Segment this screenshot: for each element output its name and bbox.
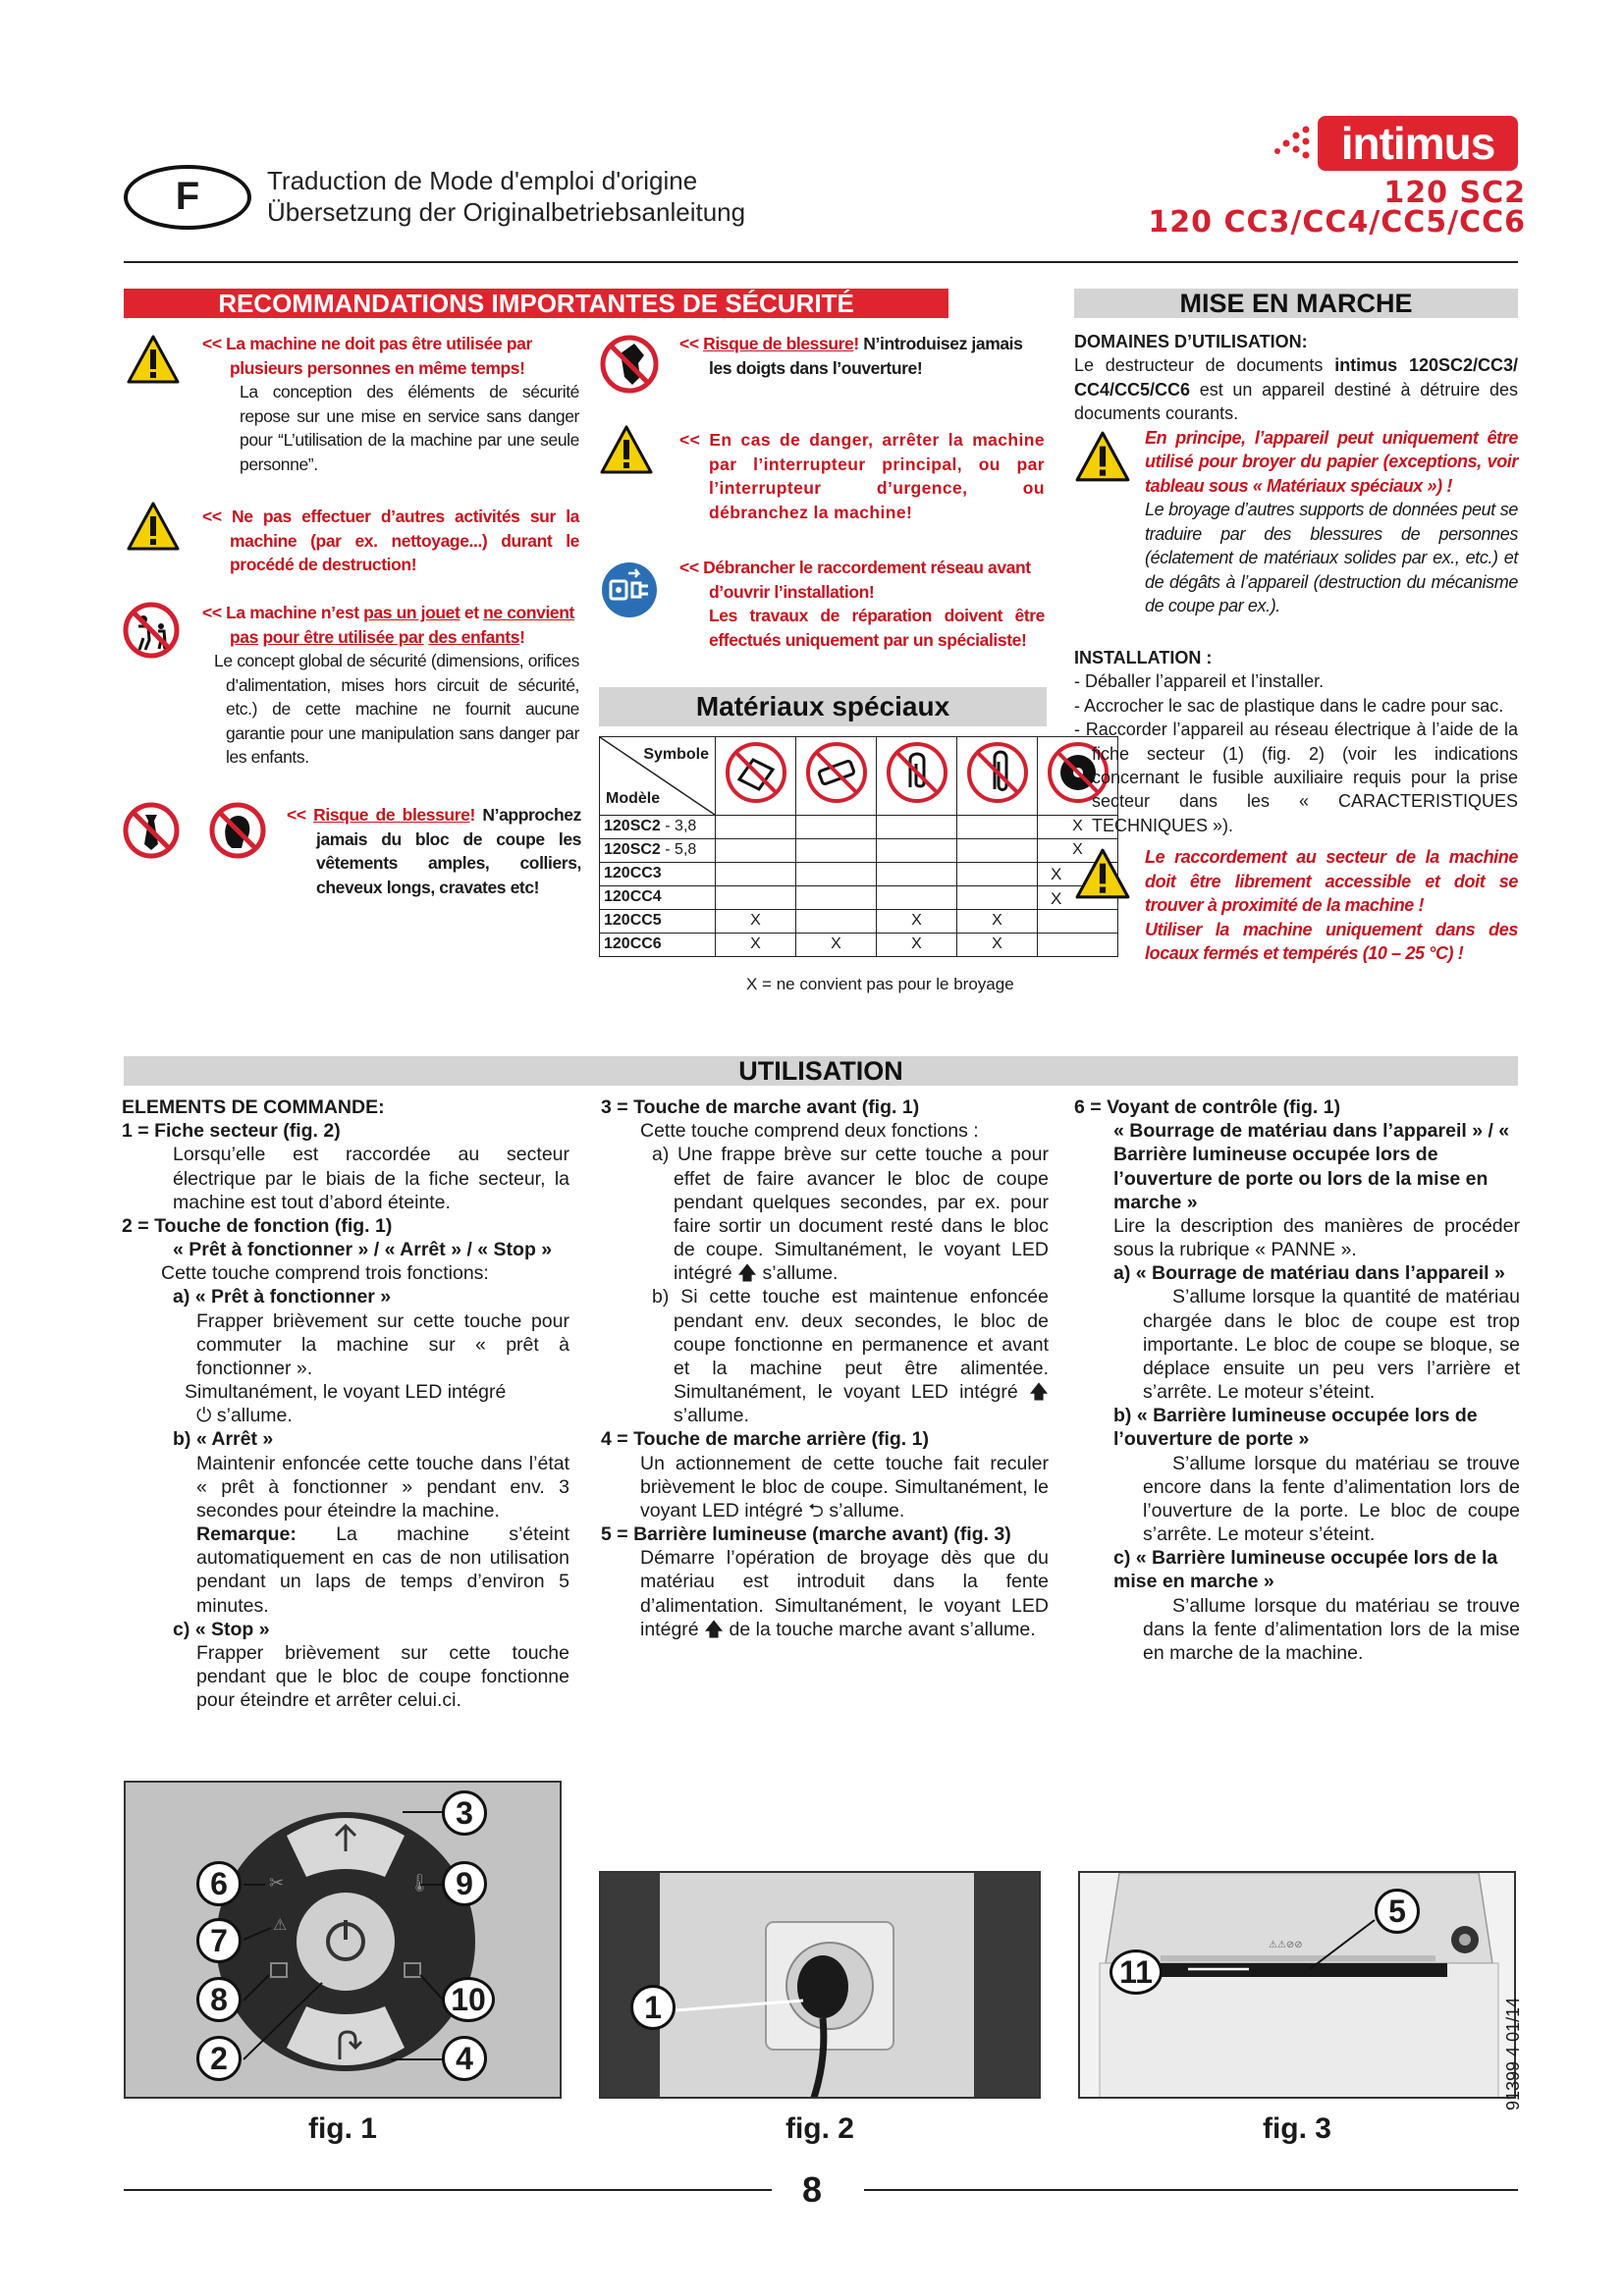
figure-1-control-panel (124, 1781, 562, 2099)
warning-disconnect: << Débrancher le raccordement réseau avant d’ouvrir l’installation! Les travaux de réparation doivent être effectués uniquement par un spécialiste! (679, 558, 1045, 650)
materials-table (599, 736, 1118, 957)
callout-8: 8 (196, 1977, 242, 2022)
materials-legend: X = ne convient pas pour le broyage (746, 975, 1014, 993)
callout-5: 5 (1375, 1889, 1420, 1934)
no-paperclip-icon (965, 740, 1030, 805)
no-fingers-icon (599, 334, 660, 395)
materials-heading: Matériaux spéciaux (599, 687, 1047, 726)
no-children-icon (122, 601, 181, 660)
warning-emergency-stop: << En cas de danger, arrêter la machine par l’interrupteur principal, ou par l’interrupteur d’urgence, ou débranchez la machine! (679, 430, 1045, 522)
callout-7: 7 (196, 1918, 242, 1963)
callout-4: 4 (442, 2036, 487, 2081)
warning-no-other-activity: << Ne pas effectuer d’autres activités sur la machine (par ex. nettoyage...) durant le procédé de destruction! (202, 507, 579, 574)
cd-symbol-cell (716, 737, 796, 816)
warning-triangle-icon (1074, 847, 1131, 900)
warning-triangle-icon (126, 334, 181, 385)
table-row: 120CC6 X X X X (600, 934, 1118, 957)
no-staple-icon (885, 740, 949, 805)
reverse-arrow-icon: ⮌ (808, 1499, 824, 1522)
warning-single-user: << La machine ne doit pas être utilisée par plusieurs personnes en même temps! La conception des éléments de sécurité repose sur une mise en service sans danger pour “L’utilisation de la machine par une seule personne”. (202, 334, 579, 474)
callout-10: 10 (442, 1977, 495, 2022)
arrow-up-icon: 🡅 (737, 1262, 758, 1285)
mise-heading: MISE EN MARCHE (1074, 289, 1518, 318)
warning-clothing: << Risque de blessure! N’approchez jamais du bloc de coupe les vêtements amples, colliers, cheveux longs, cravates etc! (287, 805, 581, 897)
figure-2-plug (599, 1871, 1041, 2099)
table-row: 120SC2 - 5,8 X (600, 839, 1118, 863)
callout-11: 11 (1110, 1949, 1163, 1995)
arrow-up-icon: 🡅 (1028, 1381, 1050, 1404)
header-rule (124, 261, 1518, 263)
control-panel-illustration (126, 1783, 562, 2099)
table-row: 120CC4 (600, 886, 1118, 910)
table-corner-cell: Symbole Modèle (600, 737, 716, 816)
wall-socket-illustration (601, 1873, 1041, 2099)
footer-rule-right (864, 2189, 1518, 2191)
utilisation-heading: UTILISATION (124, 1056, 1518, 1086)
document-id: 91399 4 01/14 (1503, 1997, 1523, 2110)
header-titles (267, 165, 745, 228)
outside-mark-cc3: X (1051, 865, 1062, 883)
utilisation-col-2: 3 = Touche de marche avant (fig. 1) Cette touche comprend deux fonctions : a) Une frappe brève sur cette touche a pour effet de faire avancer le bloc de coupe pendant quelques secondes, par ex. pour faire sortir un document resté dans le bloc de coupe. Simultanément, le voyant LED intégré 🡅 s’allume. b) Si cette touche est maintenue enfoncée pendant env. deux secondes, le bloc de coupe fonctionne en permanence et avant et la machine peut être alimentée. Simultanément, le voyant LED intégré 🡅 s’allume. 4 = Touche de marche arrière (fig. 1) Un actionnement de cette touche fait reculer brièvement le bloc de coupe. Simultanément, le voyant LED intégré ⮌ s’allume. 5 = Barrière lumineuse (marche avant) (fig. 3) Démarre l’opération de broyage dès que du matériau est introduit dans la fente d’alimentation. Simultanément, le voyant LED intégré 🡅 de la touche marche avant s’allume. (601, 1096, 1050, 1640)
unplug-icon (599, 560, 660, 620)
svg-text:🌡: 🌡 (408, 1873, 431, 1893)
logo-dots-icon (1272, 124, 1314, 163)
footer-rule-left (124, 2189, 772, 2191)
figure-1-label: fig. 1 (307, 2112, 377, 2145)
intimus-logo (1272, 116, 1518, 171)
callout-1: 1 (630, 1985, 676, 2030)
title-de: Übersetzung der Originalbetriebsanleitung (267, 197, 746, 228)
utilisation-col-3: 6 = Voyant de contrôle (fig. 1) « Bourrage de matériau dans l’appareil » / « Barrière lumineuse occupée lors de l’ouverture de porte ou lors de la mise en marche » Lire la description des manières de procéder sous la rubrique « PANNE ». a) « Bourrage de matériau dans l’appareil » S’allume lorsque la quantité de matériau chargée dans le bloc de coupe est trop importante. Le bloc de coupe se bloque, se déplace ensuite un peu vers l’arrière et s’arrête. Le moteur s’éteint. b) « Barrière lumineuse occupée lors de l’ouverture de porte » S’allume lorsque du matériau se trouve encore dans la fente d’alimentation lors de l’ouverture de la porte. Le bloc de coupe s’arrête. Le moteur s’éteint. c) « Barrière lumineuse occupée lors de la mise en marche » S’allume lorsque du matériau se trouve dans la fente d’alimentation lors de la mise en marche de la machine. (1074, 1096, 1520, 1664)
model-line-2: 120 CC3/CC4/CC5/CC6 (1148, 205, 1526, 240)
table-row: 120SC2 - 3,8 X (600, 816, 1118, 839)
warning-fingers: << Risque de blessure! N’introduisez jamais les doigts dans l’ouverture! (679, 334, 1023, 378)
table-row: 120CC5 X X X (600, 910, 1118, 934)
model-line-1: 120 SC2 (1383, 176, 1526, 210)
no-cd-icon (724, 740, 788, 805)
title-fr: Traduction de Mode d'emploi d'origine (267, 166, 698, 195)
figure-3-label: fig. 3 (1262, 2112, 1331, 2145)
outside-mark-cc4: X (1051, 889, 1062, 908)
logo-wordmark: intimus (1318, 116, 1518, 171)
figure-3-feed-slot (1078, 1871, 1516, 2099)
callout-2: 2 (196, 2036, 242, 2081)
no-creditcard-icon (804, 740, 869, 805)
arrow-up-icon: 🡅 (704, 1618, 725, 1640)
warning-not-a-toy: << La machine n’est pas un jouet et ne convient pas pour être utilisée par des enfants! Le concept global de sécurité (dimensions, orifices d’alimentation, mises hors circuit de sécurité, etc.) de cette machine ne fournit aucune garantie pour une manipulation sans danger par les enfants. (202, 603, 579, 767)
no-tie-icon (122, 801, 181, 860)
table-row: 120CC3 (600, 863, 1118, 886)
mise-section: DOMAINES D’UTILISATION: Le destructeur de documents intimus 120SC2/CC3/ CC4/CC5/CC6 est un appareil destiné à détruire des documents courants. En principe, l’appareil peut uniquement être utilisé pour broyer du papier (exceptions, voir tableau sous « Matériaux spéciaux ») ! Le broyage d’autres supports de données peut se traduire par des blessures de personnes (éclatement de matériaux solides par ex., etc.) et de dégâts à l’appareil (destruction du mécanisme de coupe par ex.). INSTALLATION : - Déballer l’appareil et l’installer. - Accrocher le sac de plastique dans le cadre pour sac. - Raccorder l’appareil au réseau électrique à l’aide de la fiche secteur (1) (fig. 2) (voir les indications concernant le fusible auxiliaire requis pour la prise secteur dans les « CARACTERISTIQUES TECHNIQUES »). Le raccordement au secteur de la machine doit être librement accessible et doit se trouver à proximité de la machine ! Utiliser la machine uniquement dans des locaux fermés et tempérés (10 – 25 °C) ! (1074, 332, 1519, 964)
callout-6: 6 (196, 1861, 242, 1906)
warning-triangle-icon (126, 501, 181, 552)
card-symbol-cell (796, 737, 877, 816)
power-icon: ⏻ (196, 1405, 212, 1427)
page-number: 8 (801, 2169, 823, 2210)
utilisation-col-1: ELEMENTS DE COMMANDE: 1 = Fiche secteur (fig. 2) Lorsqu’elle est raccordée au secteur électrique par le biais de la fiche secteur, la machine est tout d’abord éteinte. 2 = Touche de fonction (fig. 1) « Prêt à fonctionner » / « Arrêt » / « Stop » Cette touche comprend trois fonctions: a) « Prêt à fonctionner » Frapper brièvement sur cette touche pour commuter la machine sur « prêt à fonctionner ». Simultanément, le voyant LED intégré ⏻ s’allume. b) « Arrêt » Maintenir enfoncée cette touche dans l’état « prêt à fonctionner » pendant env. 3 secondes pour éteindre la machine. Remarque: La machine s’éteint automatiquement en cas de non utilisation pendant un laps de temps d’environ 5 minutes. c) « Stop » Frapper brièvement sur cette touche pendant que le bloc de coupe fonctionne pour éteindre et arrêter celui.ci. (122, 1096, 569, 1712)
no-long-hair-icon (208, 801, 267, 860)
language-badge: F (124, 165, 251, 230)
svg-text:⚠⚠⊘⊘: ⚠⚠⊘⊘ (1269, 1940, 1303, 1950)
paperclip-symbol-cell (957, 737, 1038, 816)
warning-triangle-icon (1074, 430, 1131, 483)
safety-heading: RECOMMANDATIONS IMPORTANTES DE SÉCURITÉ (124, 289, 948, 318)
svg-text:✂: ✂ (269, 1873, 285, 1893)
staple-symbol-cell (877, 737, 957, 816)
svg-text:⚠: ⚠ (273, 1917, 288, 1934)
callout-3: 3 (442, 1790, 487, 1836)
figure-2-label: fig. 2 (785, 2112, 854, 2145)
callout-9: 9 (442, 1861, 487, 1906)
warning-triangle-icon (599, 424, 654, 475)
